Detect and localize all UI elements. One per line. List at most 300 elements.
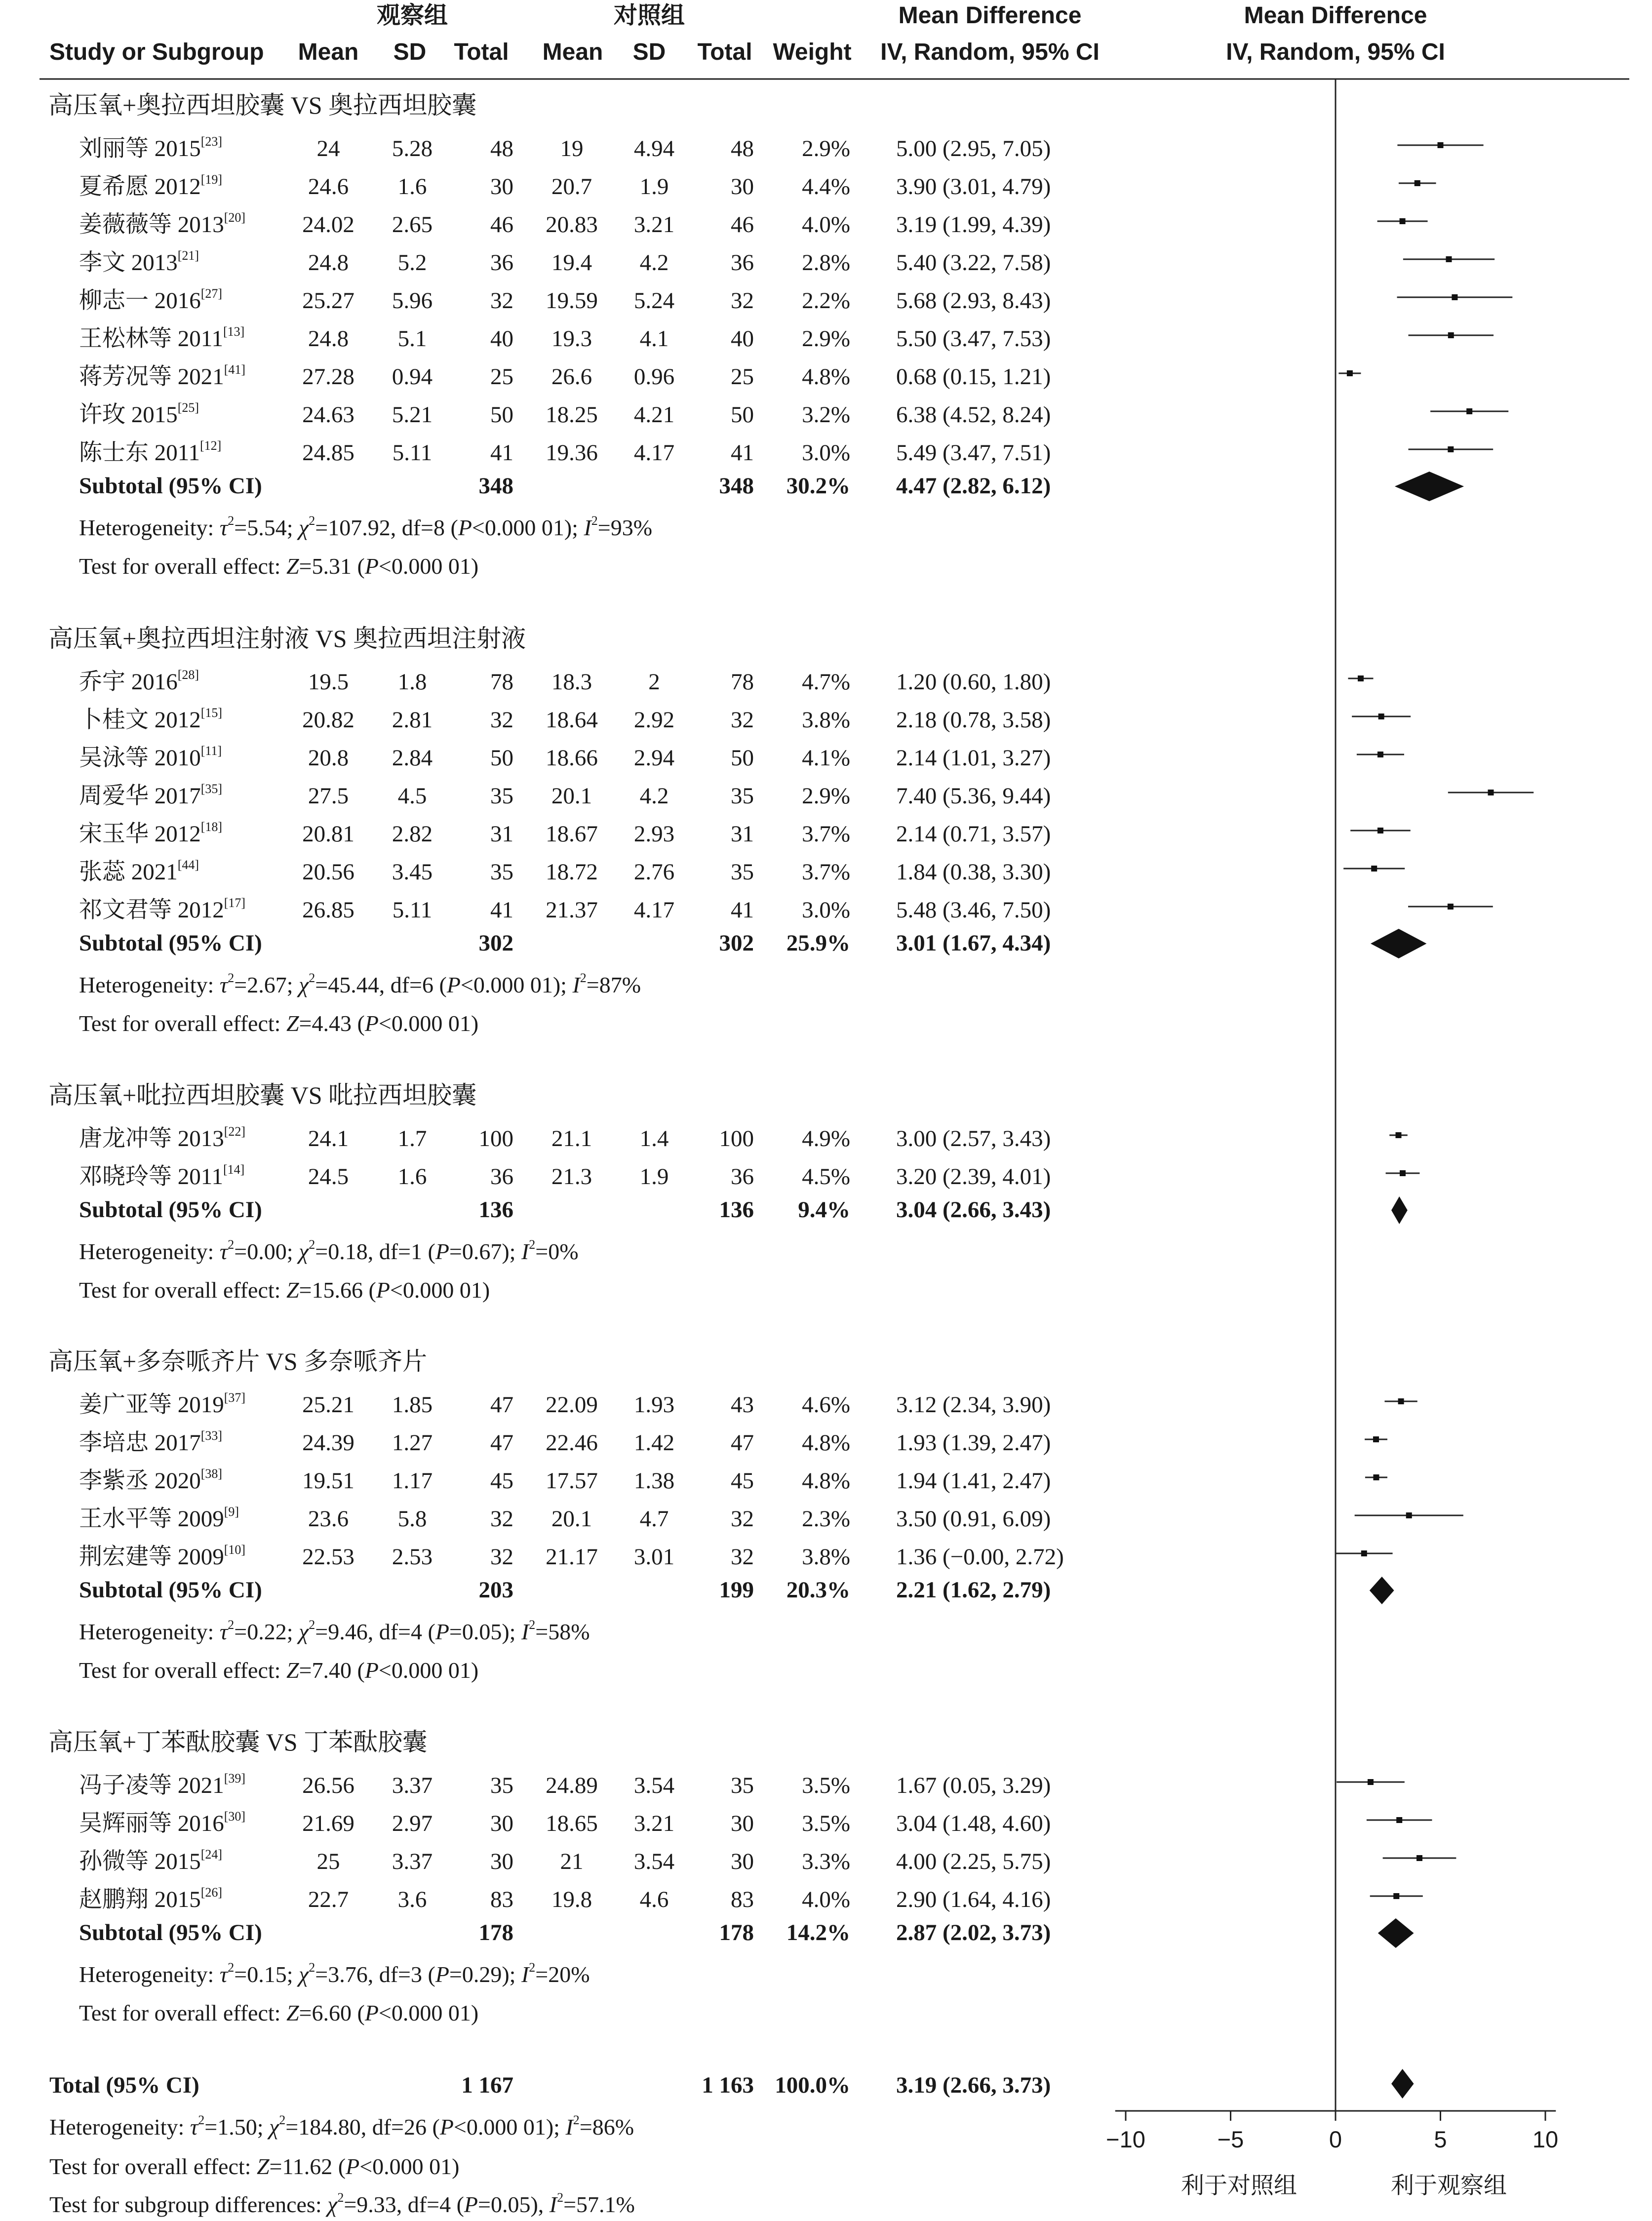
study-reference: [15] [200, 706, 223, 720]
ctl-mean-value: 20.1 [551, 1506, 592, 1532]
ctl-sd-value: 3.54 [633, 1849, 675, 1874]
exp-sd-value: 1.85 [392, 1392, 433, 1418]
exp-total-value: 50 [490, 745, 513, 771]
text-run: Test for overall effect: [79, 1277, 286, 1303]
subtotal-diamond [1395, 472, 1464, 501]
exp-total-value: 32 [490, 707, 513, 733]
study-point-estimate [1396, 1132, 1402, 1138]
text-run: =0.05); [449, 1619, 521, 1644]
text-run: =15.66 ( [299, 1277, 376, 1303]
exp-sd-value: 0.94 [392, 364, 433, 390]
ctl-total-value: 30 [731, 174, 754, 199]
exp-sd-value: 2.84 [392, 745, 433, 771]
italic-symbol: Z [286, 1658, 299, 1683]
study-reference: [44] [177, 858, 199, 872]
subtotal-weight: 25.9% [786, 930, 850, 956]
exp-mean-value: 23.6 [308, 1506, 349, 1532]
exp-total-value: 47 [490, 1392, 513, 1418]
text-run: =9.46, df=4 ( [315, 1619, 435, 1644]
total-label: Total (95% CI) [49, 2072, 199, 2098]
study-point-estimate [1358, 675, 1364, 681]
subtotal-weight: 9.4% [798, 1197, 850, 1223]
mean-difference-ci: 0.68 (0.15, 1.21) [896, 364, 1051, 390]
italic-symbol: Z [286, 1011, 299, 1036]
ctl-sd-value: 4.2 [639, 250, 669, 276]
study-point-estimate [1400, 218, 1406, 224]
superscript-2: 2 [228, 1960, 235, 1975]
ctl-total-value: 30 [731, 1811, 754, 1836]
weight-value: 2.2% [802, 288, 850, 314]
ctl-total-value: 46 [731, 212, 754, 238]
exp-mean-value: 24.02 [302, 212, 354, 238]
text-run: <0.000 01); [460, 972, 573, 997]
exp-total-value: 31 [490, 821, 513, 847]
text-run: =87% [586, 972, 641, 997]
italic-symbol: τ [219, 1619, 228, 1644]
weight-value: 3.8% [802, 707, 850, 733]
ctl-mean-value: 20.7 [551, 174, 592, 199]
x-axis-tick-label: 0 [1329, 2126, 1342, 2152]
superscript-2: 2 [337, 2190, 344, 2205]
mean-difference-ci: 3.04 (1.48, 4.60) [896, 1811, 1051, 1836]
study-point-estimate [1361, 1550, 1367, 1556]
exp-sd-value: 5.1 [397, 326, 427, 352]
weight-value: 2.8% [802, 250, 850, 276]
study-reference: [24] [200, 1847, 223, 1862]
ctl-total-value: 100 [719, 1126, 754, 1151]
study-point-estimate [1377, 828, 1383, 833]
study-reference: [33] [200, 1428, 223, 1443]
text-run: Test for overall effect: [79, 1011, 286, 1036]
study-reference: [25] [177, 400, 199, 415]
italic-symbol: τ [219, 1239, 228, 1264]
exp-mean-value: 19.5 [308, 669, 349, 695]
study-point-estimate [1373, 1474, 1379, 1480]
exp-sd-value: 2.82 [392, 821, 433, 847]
mean-difference-ci: 5.50 (3.47, 7.53) [896, 326, 1051, 352]
study-point-estimate [1438, 142, 1444, 148]
study-reference: [37] [224, 1390, 246, 1405]
subtotal-ctl-total: 178 [719, 1920, 754, 1945]
mean-difference-ci: 3.19 (1.99, 4.39) [896, 212, 1051, 238]
superscript-2: 2 [529, 1960, 536, 1975]
exp-total-value: 35 [490, 1773, 513, 1798]
exp-mean-value: 24 [316, 136, 340, 161]
ctl-sd-value: 5.24 [633, 288, 675, 314]
exp-mean-value: 20.81 [302, 821, 354, 847]
ctl-total-value: 32 [731, 1506, 754, 1532]
study-name-text: 赵鹏翔 2015 [79, 1887, 201, 1912]
italic-symbol: I [565, 2114, 573, 2140]
ctl-sd-value: 4.21 [633, 402, 675, 428]
ctl-sd-value: 2.94 [633, 745, 675, 771]
study-name-text: 祁文君等 2012 [79, 897, 224, 923]
exp-mean-value: 24.8 [308, 326, 349, 352]
study-name-text: 夏希愿 2012 [79, 174, 201, 199]
exp-total-value: 83 [490, 1887, 513, 1912]
text-run: Heterogeneity: [79, 1239, 220, 1264]
italic-symbol: χ [269, 2114, 279, 2140]
subtotal-label: Subtotal (95% CI) [79, 473, 262, 499]
italic-symbol: τ [219, 1962, 228, 1987]
exp-total-value: 35 [490, 859, 513, 885]
text-run: =5.31 ( [299, 554, 365, 579]
ctl-mean-value: 21.17 [546, 1544, 598, 1570]
ctl-mean-value: 19.4 [551, 250, 592, 276]
superscript-2: 2 [228, 1618, 235, 1632]
exp-mean-value: 27.5 [308, 783, 349, 809]
exp-sd-value: 1.27 [392, 1430, 433, 1456]
text-run: Test for overall effect: [49, 2154, 257, 2179]
subgroup-title: 高压氧+多奈哌齐片 VS 多奈哌齐片 [48, 1348, 428, 1375]
exp-total-value: 41 [490, 440, 513, 466]
mean-difference-ci: 5.49 (3.47, 7.51) [896, 440, 1051, 466]
exp-mean-value: 25.27 [302, 288, 354, 314]
x-axis-tick-label: 5 [1434, 2126, 1447, 2152]
exp-mean-value: 24.8 [308, 250, 349, 276]
ctl-total-value: 40 [731, 326, 754, 352]
exp-mean-header: Mean [298, 39, 359, 65]
study-reference: [23] [200, 134, 223, 149]
ctl-sd-value: 1.9 [639, 1164, 669, 1190]
exp-total-value: 32 [490, 288, 513, 314]
italic-symbol: χ [299, 1619, 309, 1644]
ctl-total-value: 50 [731, 402, 754, 428]
ctl-mean-value: 18.67 [546, 821, 598, 847]
mean-difference-ci: 1.93 (1.39, 2.47) [896, 1430, 1051, 1456]
ctl-mean-value: 19.36 [546, 440, 598, 466]
ctl-mean-value: 26.6 [551, 364, 592, 390]
study-name-text: 卜桂文 2012 [79, 707, 201, 733]
ctl-total-value: 35 [731, 859, 754, 885]
study-name-text: 王松林等 2011 [79, 326, 224, 352]
study-point-estimate [1347, 370, 1353, 376]
subtotal-ctl-total: 348 [719, 473, 754, 499]
exp-sd-value: 5.11 [392, 440, 433, 466]
text-run: Heterogeneity: [79, 1619, 220, 1644]
ctl-sd-value: 3.21 [633, 212, 675, 238]
ctl-total-value: 50 [731, 745, 754, 771]
study-point-estimate [1452, 294, 1457, 300]
study-name-text: 柳志一 2016 [79, 288, 201, 314]
exp-mean-value: 24.1 [308, 1126, 349, 1151]
italic-symbol: Z [286, 1277, 299, 1303]
exp-total-value: 41 [490, 897, 513, 923]
superscript-2: 2 [580, 971, 587, 985]
study-name-text: 李文 2013 [79, 250, 178, 276]
text-run: <0.000 01) [378, 1011, 479, 1036]
superscript-2: 2 [591, 514, 598, 528]
exp-mean-value: 24.5 [308, 1164, 349, 1190]
text-run: <0.000 01) [359, 2154, 460, 2179]
study-name-text: 陈士东 2011 [79, 440, 200, 466]
study-point-estimate [1448, 904, 1454, 910]
exp-total-value: 50 [490, 402, 513, 428]
study-point-estimate [1396, 1817, 1402, 1823]
study-point-estimate [1448, 446, 1454, 452]
x-axis-tick-label: 10 [1532, 2126, 1559, 2152]
study-name-text: 宋玉华 2012 [79, 821, 201, 847]
italic-symbol: P [364, 1011, 379, 1036]
ctl-sd-value: 1.38 [633, 1468, 675, 1494]
italic-symbol: Z [286, 554, 299, 579]
mean-difference-ci: 1.20 (0.60, 1.80) [896, 669, 1051, 695]
superscript-2: 2 [309, 971, 315, 985]
weight-value: 3.8% [802, 1544, 850, 1570]
study-point-estimate [1377, 752, 1383, 757]
ctl-total-value: 36 [731, 250, 754, 276]
study-name-text: 王水平等 2009 [79, 1506, 224, 1532]
text-run: =0.29); [449, 1962, 521, 1987]
subtotal-label: Subtotal (95% CI) [79, 1577, 262, 1603]
superscript-2: 2 [228, 514, 235, 528]
ctl-total-value: 35 [731, 1773, 754, 1798]
ctl-total-value: 31 [731, 821, 754, 847]
exp-sd-value: 1.6 [397, 174, 427, 199]
italic-symbol: P [435, 1962, 449, 1987]
exp-sd-value: 1.7 [397, 1126, 427, 1151]
italic-symbol: P [446, 972, 461, 997]
weight-value: 4.8% [802, 1468, 850, 1494]
exp-sd-value: 2.97 [392, 1811, 433, 1836]
text-run: =1.50; [204, 2114, 270, 2140]
weight-header: Weight [773, 39, 852, 65]
subtotal-label: Subtotal (95% CI) [79, 1197, 262, 1223]
exp-mean-value: 24.39 [302, 1430, 354, 1456]
study-column-header: Study or Subgroup [49, 39, 264, 65]
weight-value: 3.7% [802, 859, 850, 885]
exp-sd-value: 5.11 [392, 897, 433, 923]
exp-mean-value: 25 [316, 1849, 340, 1874]
text-run: =4.43 ( [299, 1011, 365, 1036]
weight-value: 4.7% [802, 669, 850, 695]
ctl-mean-value: 19.59 [546, 288, 598, 314]
study-reference: [22] [224, 1124, 246, 1139]
exp-total-value: 32 [490, 1544, 513, 1570]
exp-mean-value: 24.6 [308, 174, 349, 199]
weight-value: 3.7% [802, 821, 850, 847]
subtotal-exp-total: 348 [478, 473, 513, 499]
overall-diamond [1391, 2069, 1414, 2099]
study-reference: [39] [224, 1771, 246, 1785]
exp-mean-value: 25.21 [302, 1392, 354, 1418]
study-point-estimate [1446, 256, 1452, 262]
ctl-sd-value: 1.4 [639, 1126, 669, 1151]
exp-sd-value: 5.21 [392, 402, 433, 428]
weight-value: 4.6% [802, 1392, 850, 1418]
exp-total-value: 45 [490, 1468, 513, 1494]
ctl-mean-value: 20.83 [546, 212, 598, 238]
exp-sd-value: 3.37 [392, 1773, 433, 1798]
ctl-sd-value: 2.93 [633, 821, 675, 847]
text-run: =184.80, df=26 ( [285, 2114, 440, 2140]
subtotal-label: Subtotal (95% CI) [79, 930, 262, 956]
study-reference: [10] [224, 1543, 246, 1557]
subtotal-ctl-total: 199 [719, 1577, 754, 1603]
text-run: =2.67; [234, 972, 299, 997]
italic-symbol: P [435, 1239, 449, 1264]
subtotal-label: Subtotal (95% CI) [79, 1920, 262, 1945]
favors-control-label: 利于对照组 [1181, 2172, 1297, 2198]
italic-symbol: P [364, 554, 379, 579]
superscript-2: 2 [309, 1960, 315, 1975]
text-run: =57.1% [563, 2192, 635, 2217]
exp-total-value: 35 [490, 783, 513, 809]
mean-difference-ci: 7.40 (5.36, 9.44) [896, 783, 1051, 809]
study-point-estimate [1393, 1893, 1399, 1899]
subtotal-diamond [1370, 1577, 1394, 1604]
exp-mean-value: 19.51 [302, 1468, 354, 1494]
italic-symbol: τ [219, 515, 228, 540]
mean-difference-ci: 3.12 (2.34, 3.90) [896, 1392, 1051, 1418]
exp-total-value: 30 [490, 174, 513, 199]
exp-sd-value: 1.8 [397, 669, 427, 695]
ctl-sd-value: 1.9 [639, 174, 669, 199]
mean-difference-ci: 1.67 (0.05, 3.29) [896, 1773, 1051, 1798]
ctl-mean-value: 24.89 [546, 1773, 598, 1798]
ctl-mean-value: 19 [560, 136, 584, 161]
exp-sd-value: 3.45 [392, 859, 433, 885]
text-run: =0.00; [234, 1239, 299, 1264]
study-point-estimate [1415, 180, 1420, 186]
study-name-text: 周爱华 2017 [79, 783, 201, 809]
italic-symbol: P [435, 1619, 449, 1644]
subtotal-ci: 3.01 (1.67, 4.34) [896, 930, 1051, 956]
weight-value: 4.0% [802, 1887, 850, 1912]
study-reference: [14] [223, 1162, 245, 1177]
exp-total-value: 100 [478, 1126, 513, 1151]
exp-total-value: 46 [490, 212, 513, 238]
ctl-mean-value: 19.3 [551, 326, 592, 352]
weight-value: 4.8% [802, 1430, 850, 1456]
exp-sd-value: 5.2 [397, 250, 427, 276]
superscript-2: 2 [198, 2113, 205, 2127]
text-run: =0.22; [234, 1619, 299, 1644]
ctl-sd-value: 4.2 [639, 783, 669, 809]
total-ci: 3.19 (2.66, 3.73) [896, 2072, 1051, 2098]
study-point-estimate [1368, 1779, 1374, 1785]
mean-difference-ci: 1.84 (0.38, 3.30) [896, 859, 1051, 885]
subgroup-title: 高压氧+奥拉西坦胶囊 VS 奥拉西坦胶囊 [48, 91, 477, 119]
study-point-estimate [1398, 1398, 1404, 1404]
ctl-sd-value: 2.76 [633, 859, 675, 885]
study-point-estimate [1466, 408, 1472, 414]
subgroup-title: 高压氧+吡拉西坦胶囊 VS 吡拉西坦胶囊 [48, 1081, 477, 1109]
exp-total-value: 47 [490, 1430, 513, 1456]
ctl-total-header: Total [697, 39, 752, 65]
ctl-mean-value: 18.72 [546, 859, 598, 885]
x-axis-tick-label: −5 [1217, 2126, 1244, 2152]
subtotal-ci: 4.47 (2.82, 6.12) [896, 473, 1051, 499]
text-run: <0.000 01) [378, 554, 479, 579]
study-name-text: 乔宇 2016 [79, 669, 178, 695]
ctl-total-value: 45 [731, 1468, 754, 1494]
control-group-header: 对照组 [613, 2, 685, 29]
ctl-total-value: 43 [731, 1392, 754, 1418]
exp-total-value: 30 [490, 1849, 513, 1874]
italic-symbol: τ [219, 972, 228, 997]
exp-sd-value: 1.6 [397, 1164, 427, 1190]
exp-mean-value: 20.8 [308, 745, 349, 771]
exp-mean-value: 22.7 [308, 1887, 349, 1912]
study-reference: [30] [224, 1809, 246, 1824]
italic-symbol: χ [327, 2192, 338, 2217]
text-run: =0% [535, 1239, 579, 1264]
subtotal-diamond [1378, 1918, 1414, 1948]
ctl-mean-value: 18.64 [546, 707, 598, 733]
exp-total-value: 32 [490, 1506, 513, 1532]
study-name-text: 唐龙冲等 2013 [79, 1126, 224, 1151]
study-reference: [38] [200, 1467, 223, 1481]
study-reference: [28] [177, 668, 199, 682]
study-point-estimate [1378, 714, 1384, 719]
exp-sd-value: 1.17 [392, 1468, 433, 1494]
weight-value: 2.9% [802, 136, 850, 161]
plot-mean-difference-header: Mean Difference [1244, 2, 1427, 29]
weight-value: 2.9% [802, 783, 850, 809]
italic-symbol: χ [299, 1962, 309, 1987]
weight-value: 3.0% [802, 897, 850, 923]
text-run: Heterogeneity: [79, 1962, 220, 1987]
ctl-mean-value: 18.3 [551, 669, 592, 695]
subgroup-title: 高压氧+奥拉西坦注射液 VS 奥拉西坦注射液 [48, 625, 526, 652]
study-name-text: 吴泳等 2010 [79, 745, 201, 771]
exp-total-value: 78 [490, 669, 513, 695]
study-name-text: 张蕊 2021 [79, 859, 178, 885]
study-reference: [20] [224, 210, 246, 225]
exp-total-value: 40 [490, 326, 513, 352]
mean-difference-ci: 2.14 (0.71, 3.57) [896, 821, 1051, 847]
study-name-text: 吴辉丽等 2016 [79, 1811, 224, 1836]
superscript-2: 2 [557, 2190, 564, 2205]
ctl-sd-value: 4.6 [639, 1887, 669, 1912]
ctl-mean-value: 22.46 [546, 1430, 598, 1456]
mean-difference-ci: 2.14 (1.01, 3.27) [896, 745, 1051, 771]
ctl-sd-value: 4.17 [633, 440, 675, 466]
study-point-estimate [1371, 866, 1377, 872]
weight-value: 4.9% [802, 1126, 850, 1151]
total-ctl-n: 1 163 [702, 2072, 754, 2098]
subtotal-ci: 2.87 (2.02, 3.73) [896, 1920, 1051, 1945]
italic-symbol: P [346, 2154, 360, 2179]
study-point-estimate [1416, 1855, 1422, 1861]
study-reference: [9] [224, 1505, 239, 1519]
ctl-total-value: 25 [731, 364, 754, 390]
mean-difference-header: Mean Difference [898, 2, 1082, 29]
exp-mean-value: 20.56 [302, 859, 354, 885]
mean-difference-ci: 3.90 (3.01, 4.79) [896, 174, 1051, 199]
exp-total-value: 48 [490, 136, 513, 161]
exp-mean-value: 26.85 [302, 897, 354, 923]
subtotal-weight: 20.3% [786, 1577, 850, 1603]
ctl-total-value: 78 [731, 669, 754, 695]
exp-sd-value: 4.5 [397, 783, 427, 809]
ctl-mean-value: 19.8 [551, 1887, 592, 1912]
exp-mean-value: 20.82 [302, 707, 354, 733]
superscript-2: 2 [309, 1237, 315, 1252]
text-run: <0.000 01); [453, 2114, 566, 2140]
text-run: =45.44, df=6 ( [315, 972, 447, 997]
text-run: Test for overall effect: [79, 554, 286, 579]
study-name-text: 刘丽等 2015 [79, 136, 201, 161]
superscript-2: 2 [529, 1618, 536, 1632]
superscript-2: 2 [309, 514, 315, 528]
subtotal-exp-total: 136 [478, 1197, 513, 1223]
italic-symbol: P [439, 2114, 454, 2140]
ctl-total-value: 41 [731, 440, 754, 466]
italic-symbol: P [364, 2000, 379, 2025]
exp-total-value: 25 [490, 364, 513, 390]
